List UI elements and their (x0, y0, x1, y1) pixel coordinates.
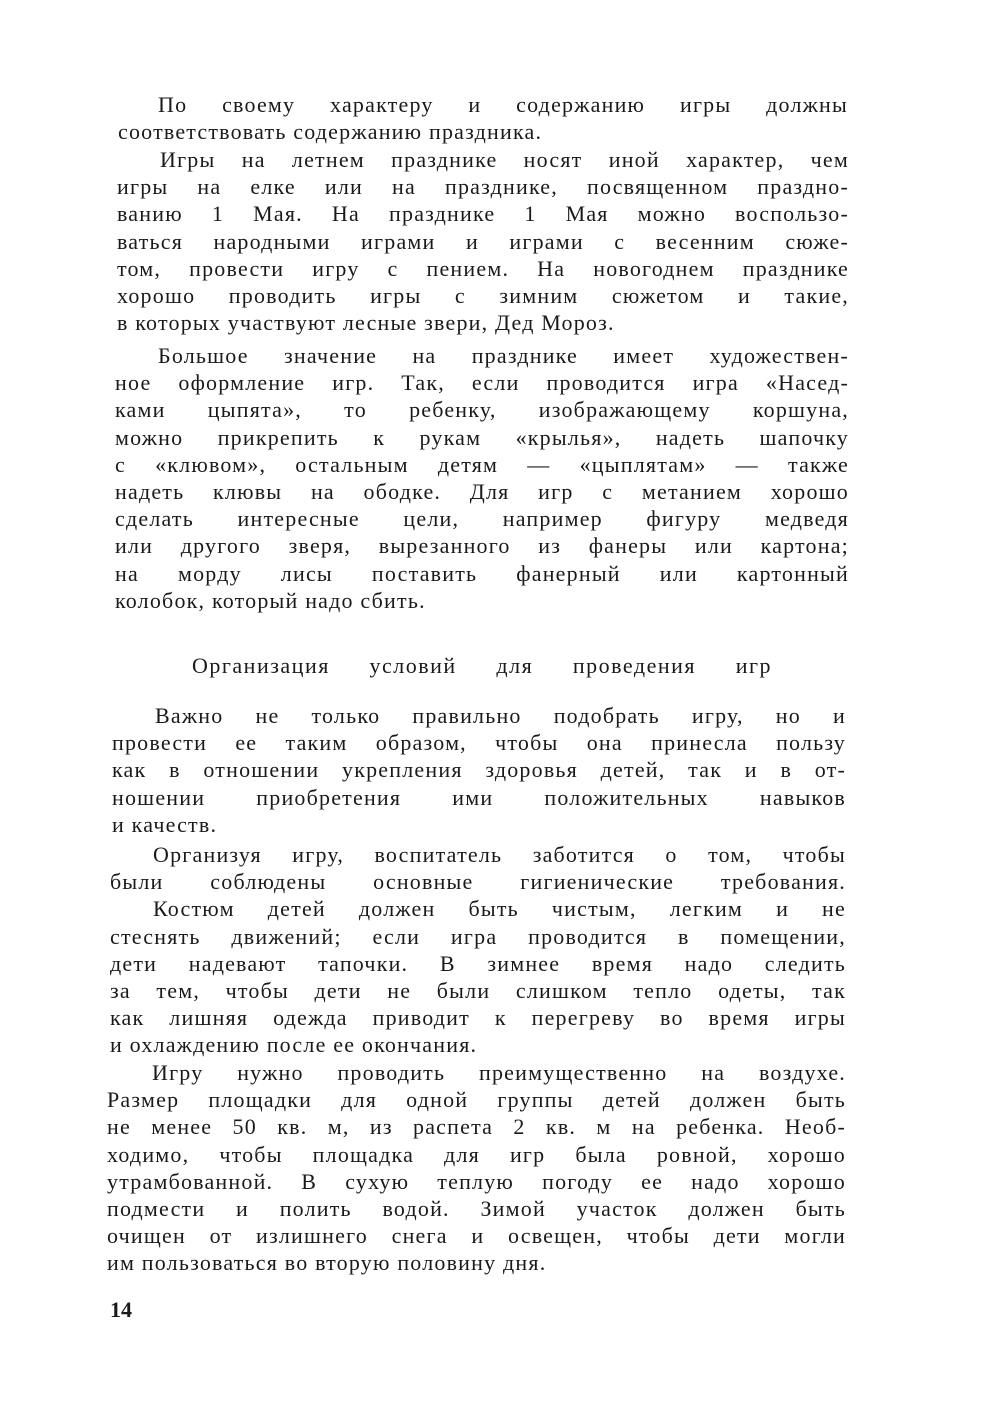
text-line: ваться народными играми и играми с весенним сюже- (117, 228, 849, 254)
text-line: хорошо проводить игры с зимним сюжетом и такие, (117, 282, 849, 308)
text-line: подмести и полить водой. Зимой участок должен быть (107, 1195, 846, 1221)
text-line: ходимо, чтобы площадка для игр была ровной, хорошо (107, 1141, 846, 1167)
text-line: том, провести игру с пением. На новогоднем празднике (117, 255, 849, 281)
text-line: не менее 50 кв. м, из распета 2 кв. м на ребенка. Необ- (107, 1114, 846, 1140)
text-line: были соблюдены основные гигиенические требования. (110, 869, 846, 895)
text-line: колобок, который надо сбить. (115, 587, 426, 613)
text-line: ванию 1 Мая. На празднике 1 Мая можно воспользо- (117, 201, 849, 227)
text-line: Костюм детей должен быть чистым, легким и не (153, 896, 846, 922)
text-line: провести ее таким образом, чтобы она принесла пользу (112, 730, 846, 756)
text-line: дети надевают тапочки. В зимнее время надо следить (110, 950, 846, 976)
text-line: Размер площадки для одной группы детей должен быть (107, 1087, 846, 1113)
text-line: По своему характеру и содержанию игры должны (158, 92, 848, 117)
text-line: и качеств. (112, 811, 218, 837)
paragraph-2 (117, 146, 849, 336)
text-line: очищен от излишнего снега и освещен, чтобы дети могли (107, 1223, 846, 1249)
paragraph-5 (110, 841, 846, 1059)
text-line: Игры на летнем празднике носят иной характер, чем (160, 147, 849, 172)
text-line: стеснять движений; если игра проводится в помещении, (110, 923, 846, 949)
text-line: или другого зверя, вырезанного из фанеры или картона; (115, 533, 849, 559)
text-line: Игру нужно проводить преимущественно на воздухе. (152, 1060, 846, 1085)
paragraph-6 (107, 1059, 846, 1277)
text-line: с «клювом», остальным детям — «цыплятам» — также (115, 451, 849, 477)
text-line: за тем, чтобы дети не были слишком тепло одеты, так (110, 977, 846, 1003)
text-line: можно прикрепить к рукам «крылья», надеть шапочку (115, 424, 849, 450)
text-line: ное оформление игр. Так, если проводится игра «Насед- (115, 370, 849, 396)
text-line: утрамбованной. В сухую теплую погоду ее надо хорошо (107, 1168, 846, 1194)
section-heading: Организация условий для проведения игр (192, 653, 772, 678)
paragraph-4 (112, 702, 846, 838)
text-line: Большое значение на празднике имеет художествен- (158, 343, 849, 368)
text-line: и охлаждению после ее окончания. (110, 1032, 478, 1058)
paragraph-1 (118, 91, 848, 145)
text-line: надеть клювы на ободке. Для игр с метанием хорошо (115, 478, 849, 504)
text-line: соответствовать содержанию праздника. (118, 119, 543, 145)
text-line: ками цыпята», то ребенку, изображающему коршуна, (115, 397, 849, 423)
text-line: Организуя игру, воспитатель заботится о том, чтобы (153, 842, 846, 867)
paragraph-3 (115, 342, 849, 614)
text-line: Важно не только правильно подобрать игру, но и (155, 703, 846, 728)
text-line: ношении приобретения ими положительных навыков (112, 784, 846, 810)
text-line: как в отношении укрепления здоровья детей, так и в от- (112, 757, 846, 783)
text-line: сделать интересные цели, например фигуру медведя (115, 506, 849, 532)
text-line: им пользоваться во вторую половину дня. (107, 1250, 547, 1276)
text-line: в которых участвуют лесные звери, Дед Мороз. (117, 310, 615, 336)
page-number: 14 (110, 1297, 132, 1322)
text-line: на морду лисы поставить фанерный или картонный (115, 560, 849, 586)
text-line: как лишняя одежда приводит к перегреву во время игры (110, 1005, 846, 1031)
text-line: игры на елке или на празднике, посвященном праздно- (117, 174, 849, 200)
